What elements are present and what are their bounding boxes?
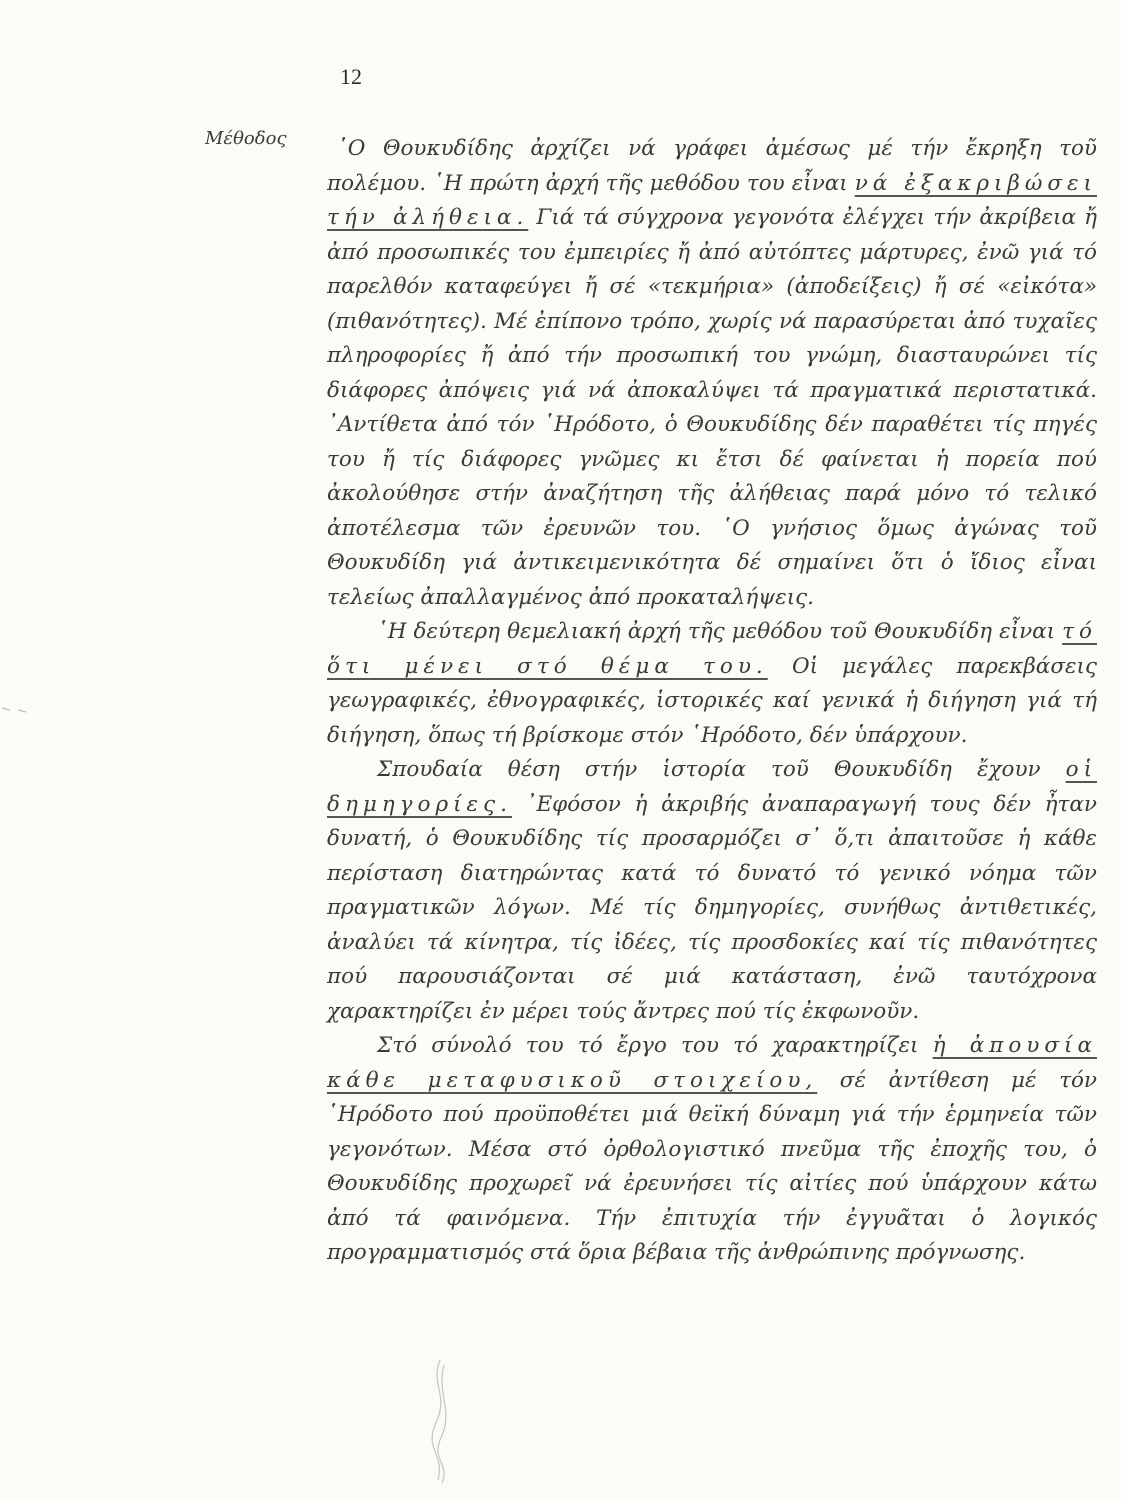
- paragraph: [327, 132, 1097, 615]
- text-run: Σπουδαία θέση στήν ἱστορία τοῦ Θουκυδίδη ἔχουν: [377, 757, 1066, 782]
- emphasized-phrase: νά ἐξακριβώσει τήν ἀλήθεια.: [327, 170, 1097, 230]
- text-run: Γιά τά σύγχρονα γεγονότα ἐλέγχει τήν ἀκρίβεια ἤ ἀπό προσωπικές του ἐμπειρίες ἤ ἀπό αὐτόπτες μάρτυρες, ἐνῶ γιά τό παρελθόν καταφεύγει ἤ σέ «τεκμήρια» (ἀποδείξεις) ἤ σέ «εἰκότα» (πιθανότητες). Μέ ἐπίπονο τρόπο, χωρίς νά παρασύρεται ἀπό τυχαῖες πληροφορίες ἤ ἀπό τήν προσωπική του γνώμη, διασταυρώνει τίς διάφορες ἀπόψεις γιά νά ἀποκαλύψει τά πραγματικά περιστατικά. ᾿Αντίθετα ἀπό τόν ῾Ηρόδοτο, ὁ Θουκυδίδης δέν παραθέτει τίς πηγές του ἤ τίς διάφορες γνῶμες κι ἔτσι δέ φαίνεται ἡ πορεία πού ἀκολούθησε στήν ἀναζήτηση τῆς ἀλήθειας παρά μόνο τό τελικό ἀποτέλεσμα τῶν ἐρευνῶν του. ῾Ο γνήσιος ὅμως ἀγώνας τοῦ Θουκυδίδη γιά ἀντικειμενικότητα δέ σημαίνει ὅτι ὁ ἴδιος εἶναι τελείως ἀπαλλαγμένος ἀπό προκαταλήψεις.: [327, 205, 1097, 610]
- text-run: σέ ἀντίθεση μέ τόν ῾Ηρόδοτο πού προϋποθέτει μιά θεϊκή δύναμη γιά τήν ἑρμηνεία τῶν γεγονότων. Μέσα στό ὀρθολογιστικό πνεῦμα τῆς ἐποχῆς του, ὁ Θουκυδίδης προχωρεῖ νά ἐρευνήσει τίς αἰτίες πού ὑπάρχουν κάτω ἀπό τά φαινόμενα. Τήν ἐπιτυχία τήν ἐγγυᾶται ὁ λογικός προγραμματισμός στά ὅρια βέβαια τῆς ἀνθρώπινης πρόγνωσης.: [327, 1067, 1098, 1265]
- margin-note: Μέθοδος: [205, 128, 287, 149]
- paragraph: [327, 1029, 1097, 1271]
- text-run: ᾿Εφόσον ἡ ἀκριβής ἀναπαραγωγή τους δέν ἦταν δυνατή, ὁ Θουκυδίδης τίς προσαρμόζει σ᾿ ὅ,τι ἀπαιτοῦσε ἡ κάθε περίσταση διατηρώντας κατά τό δυνατό τό γενικό νόημα τῶν πραγματικῶν λόγων. Μέ τίς δημηγορίες, συνήθως ἀντιθετικές, ἀναλύει τά κίνητρα, τίς ἰδέες, τίς προσδοκίες καί τίς πιθανότητες πού παρουσιάζονται σέ μιά κατάσταση, ἐνῶ ταυτόχρονα χαρακτηρίζει ἐν μέρει τούς ἄντρες πού τίς ἐκφωνοῦν.: [327, 791, 1097, 1024]
- text-run: Οἱ μεγάλες παρεκβάσεις γεωγραφικές, ἐθνογραφικές, ἱστορικές καί γενικά ἡ διήγηση γιά τή διήγηση, ὅπως τή βρίσκομε στόν ῾Ηρόδοτο, δέν ὑπάρχουν.: [327, 653, 1097, 748]
- text-run: ῾Ο Θουκυδίδης ἀρχίζει νά γράφει ἀμέσως μέ τήν ἔκρηξη τοῦ πολέμου. ῾Η πρώτη ἀρχή τῆς μεθόδου του εἶναι: [327, 136, 1097, 196]
- pencil-scribble: [400, 1355, 480, 1485]
- paragraph: [327, 615, 1097, 753]
- emphasized-phrase: οἱ δημηγορίες.: [327, 757, 1097, 817]
- body-text: [327, 132, 1097, 1271]
- page-number: 12: [340, 64, 362, 89]
- margin-tick-mark: [0, 705, 30, 715]
- emphasized-phrase: ἡ ἀπουσία κάθε μεταφυσικοῦ στοιχείου,: [327, 1033, 1098, 1093]
- text-run: Στό σύνολό του τό ἔργο του τό χαρακτηρίζει: [377, 1033, 933, 1058]
- paragraph: [327, 753, 1097, 1029]
- emphasized-phrase: τό ὅτι μένει στό θέμα του.: [327, 619, 1097, 679]
- text-run: ῾Η δεύτερη θεμελιακή ἀρχή τῆς μεθόδου τοῦ Θουκυδίδη εἶναι: [377, 619, 1063, 644]
